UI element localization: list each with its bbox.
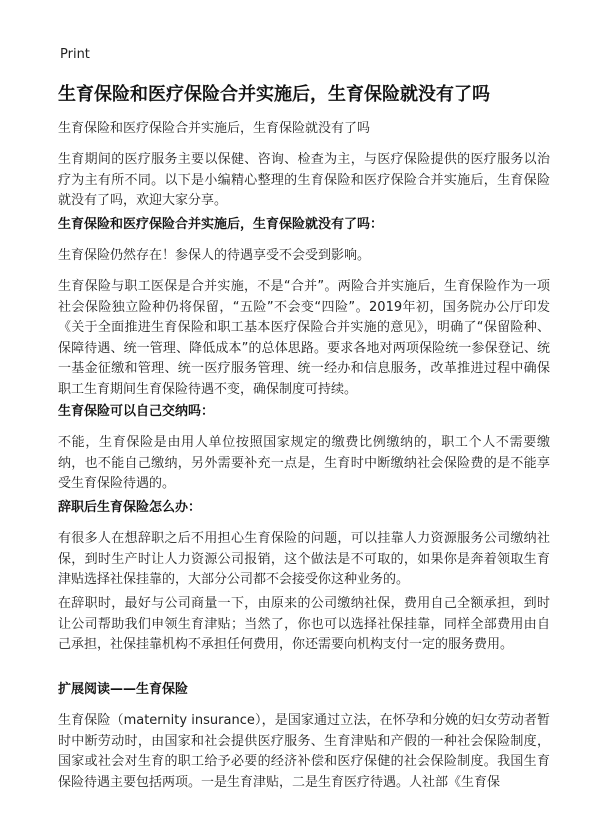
- section-heading: 生育保险可以自己交纳吗：: [58, 404, 215, 419]
- paragraph: 生育保险与职工医保是合并实施，不是“合并”。两险合并实施后，生育保险作为一项社会保险独立险种仍将保留，“五险”不会变“四险”。2019年初，国务院办公厅印发《关于全面推进生育保险和职工基本医疗保险合并实施的意见》，明确了“保留险种、保障待遇、统一管理、降低成本”的总体思路。要求各地对两项保险统一参保登记、统一基金征缴和管理、统一医疗服务管理、统一经办和信息服务，改革推进过程中确保职工生育期间生育保险待遇不变，确保制度可持续。: [58, 279, 550, 397]
- intro-paragraph: 生育期间的医疗服务主要以保健、咨询、检查为主，与医疗保险提供的医疗服务以治疗为主有所不同。以下是小编精心整理的生育保险和医疗保险合并实施后，生育保险就没有了吗，欢迎大家分享。: [58, 152, 550, 208]
- section-heading: 辞职后生育保险怎么办：: [58, 500, 202, 515]
- paragraph: 不能，生育保险是由用人单位按照国家规定的缴费比例缴纳的，职工个人不需要缴纳，也不能自己缴纳，另外需要补充一点是，生育时中断缴纳社会保险费的是不能享受生育保险待遇的。: [58, 435, 550, 491]
- section-heading: 扩展阅读——生育保险: [58, 682, 189, 697]
- section-heading: 生育保险和医疗保险合并实施后，生育保险就没有了吗：: [58, 217, 384, 232]
- paragraph: 有很多人在想辞职之后不用担心生育保险的问题，可以挂靠人力资源服务公司缴纳社保，到时生产时让人力资源公司报销，这个做法是不可取的，如果你是奔着领取生育津贴选择社保挂靠的，大部分公司都不会接受你这种业务的。: [58, 531, 550, 587]
- print-link[interactable]: Print: [60, 47, 90, 62]
- paragraph: 在辞职时，最好与公司商量一下，由原来的公司缴纳社保，费用自己全额承担，到时让公司帮助我们申领生育津贴；当然了，你也可以选择社保挂靠，同样全部费用由自己承担，社保挂靠机构不承担任何费用，你还需要向机构支付一定的服务费用。: [58, 596, 550, 652]
- subtitle-paragraph: 生育保险和医疗保险合并实施后，生育保险就没有了吗: [58, 121, 371, 136]
- paragraph: 生育保险（maternity insurance），是国家通过立法，在怀孕和分娩的妇女劳动者暂时中断劳动时，由国家和社会提供医疗服务、生育津贴和产假的一种社会保险制度，国家或社会对生育的职工给予必要的经济补偿和医疗保健的社会保险制度。我国生育保险待遇主要包括两项。一是生育津贴，二是生育医疗待遇。人社部《生育保: [58, 713, 550, 790]
- page-title: 生育保险和医疗保险合并实施后，生育保险就没有了吗: [58, 84, 490, 105]
- paragraph: 生育保险仍然存在！参保人的待遇享受不会受到影响。: [58, 248, 371, 263]
